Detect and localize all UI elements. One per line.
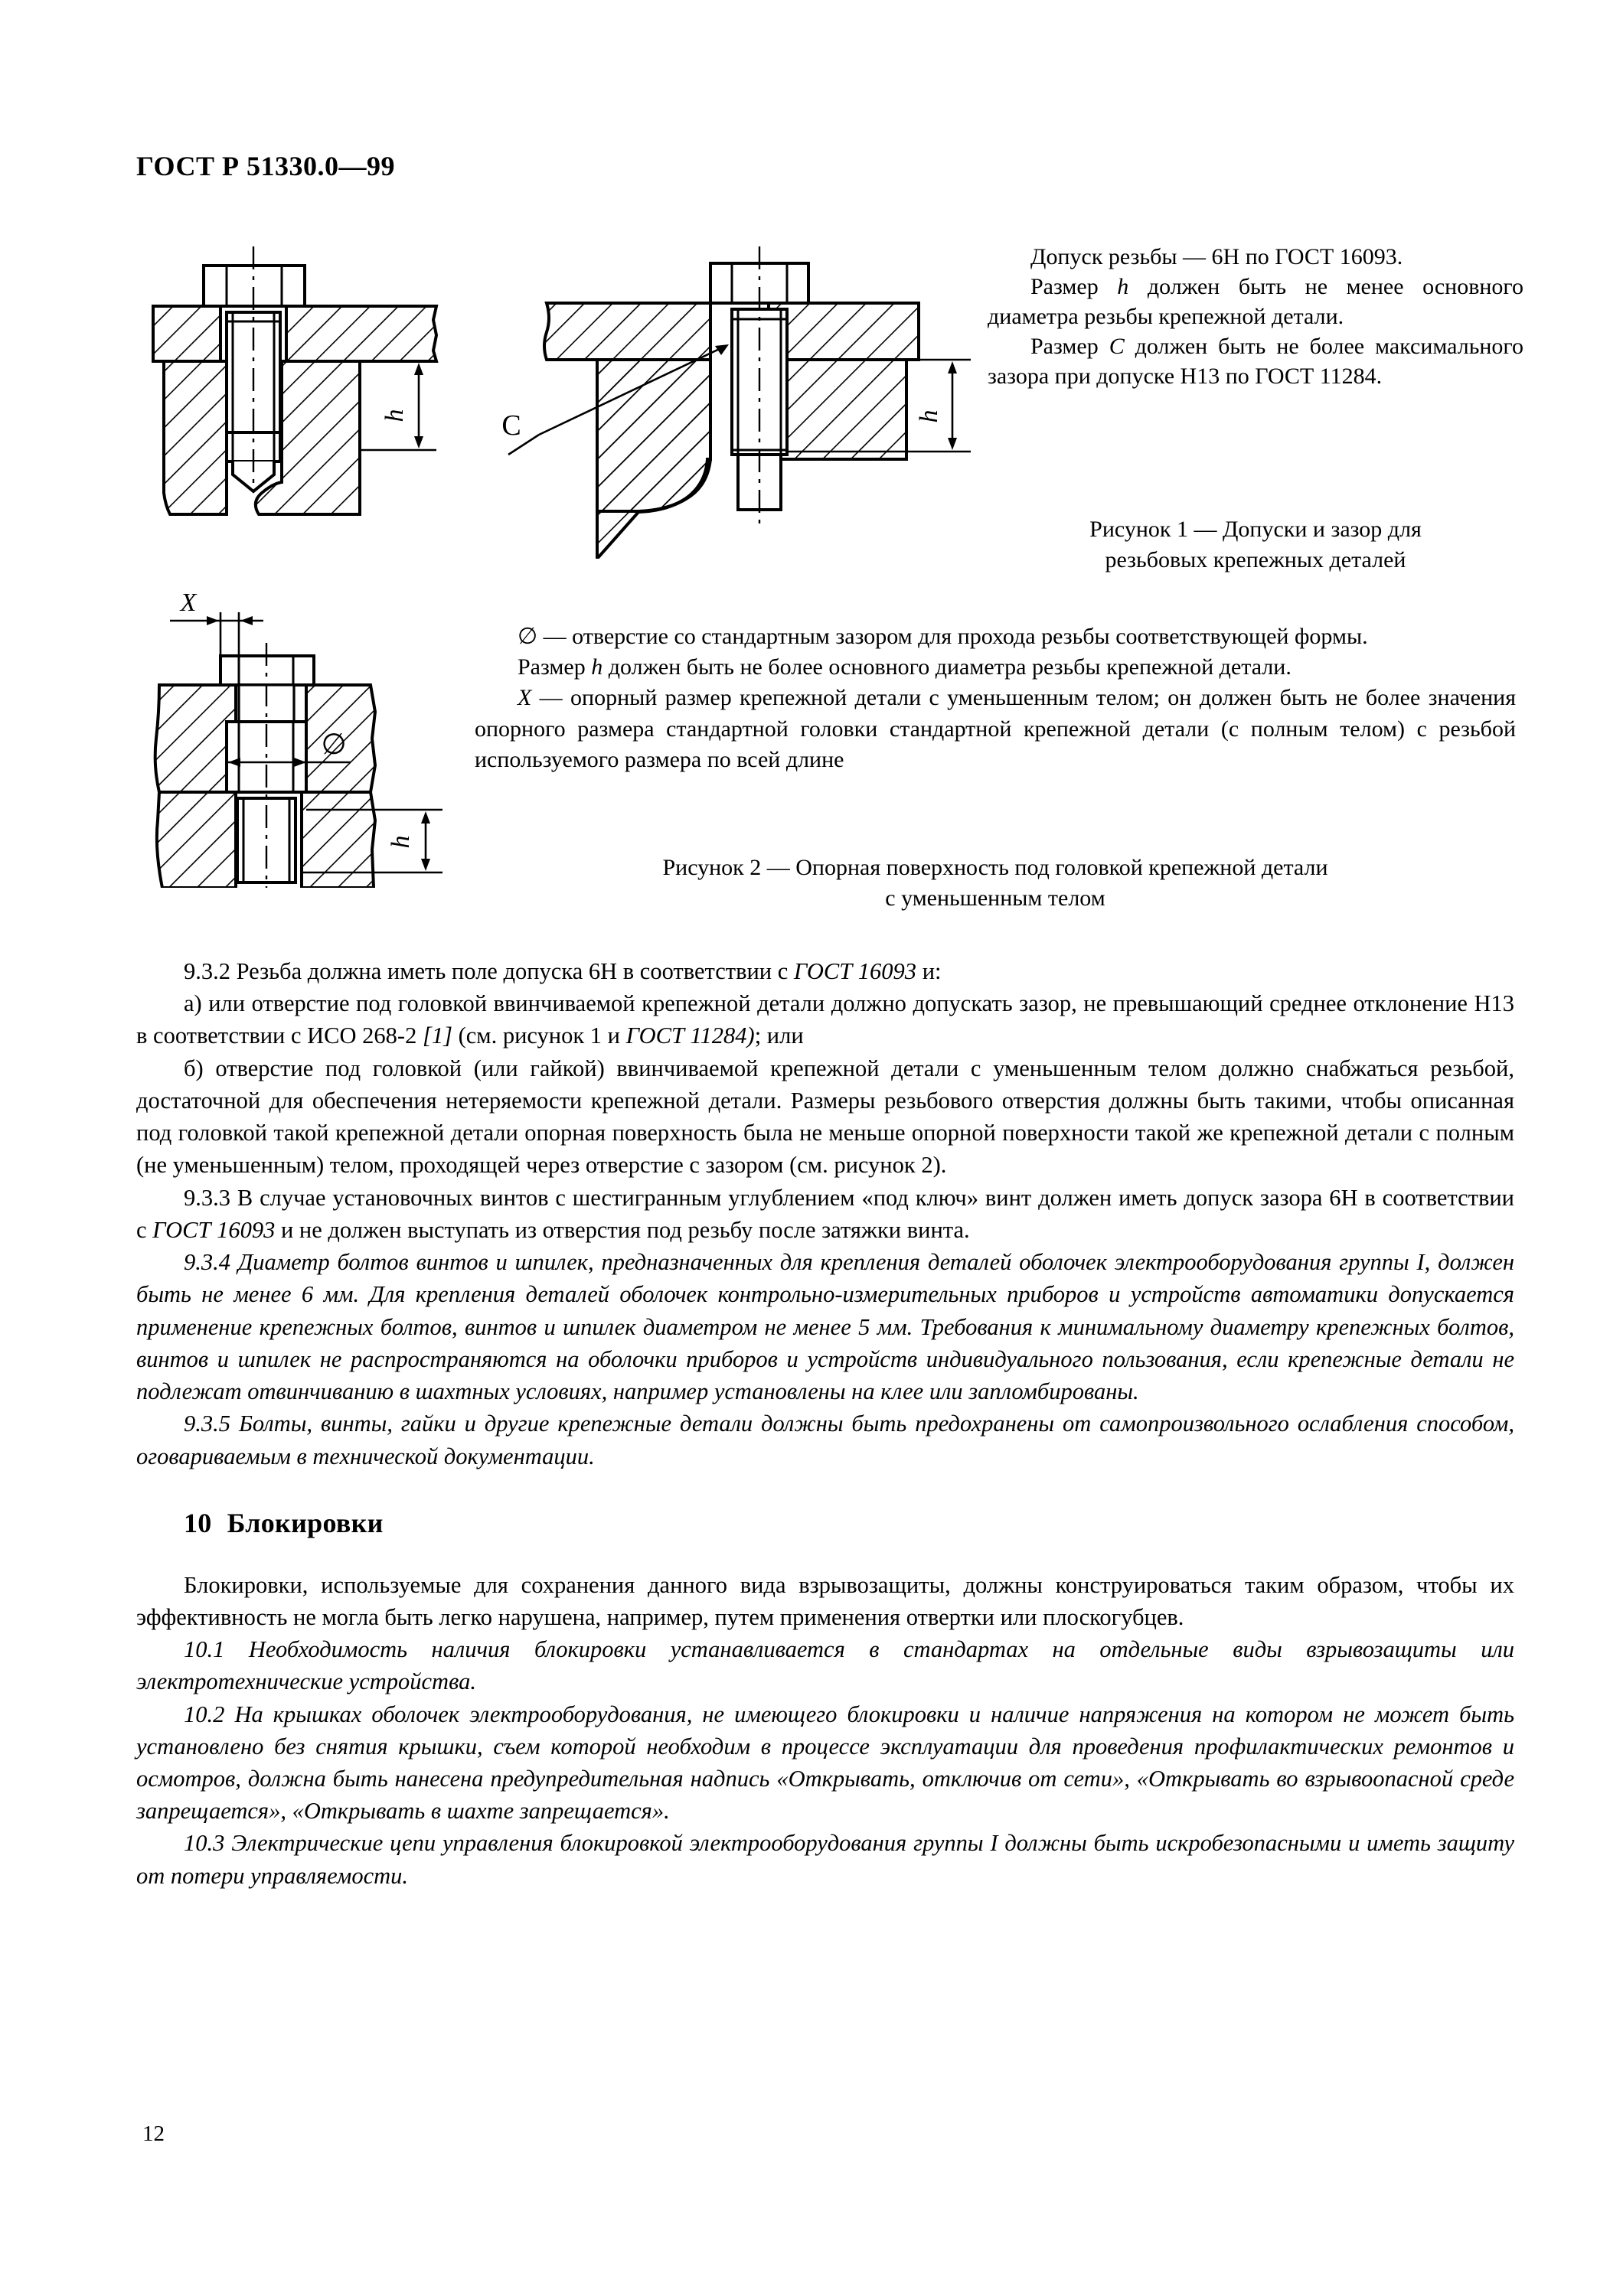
p932-text-b: и: [916, 958, 942, 984]
figure-2-label-x: X [180, 589, 197, 617]
document-standard-header: ГОСТ Р 51330.0—99 [136, 151, 395, 181]
paragraph-item-a [136, 987, 1514, 1052]
figure-2-label-h: h [387, 835, 415, 849]
note-h-max-prefix: Размер [518, 654, 592, 680]
figure-1-left-drawing [136, 230, 481, 555]
p932-text-a: 9.3.2 Резьба должна иметь поле допуска 6Н в соответствии с [184, 958, 794, 984]
note-h-symbol: h [1117, 274, 1129, 299]
paragraph-9-3-4: 9.3.4 Диаметр болтов винтов и шпилек, предназначенных для крепления деталей оболочек электрооборудования группы I, должен быть не менее 6 мм. Для крепления деталей оболочек контрольно-измерительных приборов и устройств автоматики допускается применение крепежных болтов, винтов и шпилек диаметром не менее 5 мм. Требования к минимальному диаметру крепежных болтов, винтов и шпилек не распространяются на оболочки приборов и устройств индивидуального пользования, если крепежные детали не подлежат отвинчиванию в шахтных условиях, например установлены на клее или запломбированы. [136, 1249, 1514, 1405]
note-thread-tolerance: Допуск резьбы — 6Н по ГОСТ 16093. [1030, 244, 1403, 269]
figure-2-caption [475, 853, 1516, 914]
figure-1-caption-line-1: Рисунок 1 — Допуски и зазор для [1089, 517, 1422, 542]
paragraph-9-3-5: 9.3.5 Болты, винты, гайки и другие крепежные детали должны быть предохранены от самопроизвольного ослабления способом, оговариваемым в технической документации. [136, 1411, 1514, 1469]
document-body [136, 955, 1514, 1892]
section-10-number: 10 [184, 1507, 212, 1538]
paragraph-10-intro: Блокировки, используемые для сохранения данного вида взрывозащиты, должны конструироваться таким образом, чтобы их эффективность не могла быть легко нарушена, например, путем применения отвертки или плоскогубцев. [136, 1571, 1514, 1630]
figure-2-drawing [136, 582, 481, 888]
paragraph-9-3-3 [136, 1182, 1514, 1246]
item-a-citation: [1] [422, 1022, 452, 1049]
figure-1-caption-line-2: резьбовых крепежных деталей [1105, 546, 1406, 572]
note-h-max-suffix: должен быть не более основного диаметра резьбы крепежной детали. [603, 654, 1292, 680]
paragraph-item-b: б) отверстие под головкой (или гайкой) ввинчиваемой крепежной детали с уменьшенным телом должно снабжаться резьбой, достаточной для обеспечения нетеряемости крепежной детали. Размеры резьбового отверстия должны быть такими, чтобы описанная под головкой такой крепежной детали опорная поверхность была не меньше опорной поверхности такой же крепежной детали с полным (не уменьшенным) телом, проходящей через отверстие с зазором (см. рисунок 2). [136, 1055, 1514, 1179]
item-a-reference: ГОСТ 11284) [625, 1022, 755, 1049]
paragraph-10-3: 10.3 Электрические цепи управления блокировкой электрооборудования группы I должны быть искробезопасными и иметь защиту от потери управляемости. [136, 1830, 1514, 1889]
figure-1-caption [988, 514, 1523, 575]
note-c-symbol: C [1109, 334, 1125, 359]
figure-2-label-diameter: ∅ [321, 729, 347, 761]
note-h-suffix: должен быть не менее основного диаметра резьбы крепежной детали. [988, 274, 1523, 329]
figure-1-right-drawing [488, 230, 971, 559]
note-h-max-symbol: h [591, 654, 603, 680]
note-x-bearing [475, 683, 1516, 775]
paragraph-10-2: 10.2 На крышках оболочек электрооборудования, не имеющего блокировки и наличие напряжения на котором не может быть установлено без снятия крышки, съем которой необходим в процессе эксплуатации для проведения профилактических ремонтов и осмотров, должна быть нанесена предупредительная надпись «Открывать, отключив от сети», «Открывать во взрывоопасной среде запрещается», «Открывать в шахте запрещается». [136, 1701, 1514, 1825]
section-heading-10 [136, 1505, 1514, 1543]
figure-2-caption-line-2: с уменьшенным телом [885, 885, 1105, 912]
p933-text-a: 9.3.3 В случае установочных винтов с шестигранным углублением «под ключ» винт должен иметь допуск зазора 6Н в соответствии с [136, 1184, 1514, 1243]
item-a-text-2: (см. рисунок 1 и [452, 1022, 626, 1049]
note-dimension-h [988, 272, 1523, 331]
item-a-text-3: ; или [754, 1022, 804, 1049]
p932-reference: ГОСТ 16093 [793, 958, 917, 984]
note-h-max [475, 652, 1516, 683]
page-number: 12 [142, 2122, 165, 2146]
note-dimension-c [988, 331, 1523, 391]
paragraph-10-1: 10.1 Необходимость наличия блокировки устанавливается в стандартах на отдельные виды взрывозащиты или электротехнические устройства. [136, 1636, 1514, 1695]
figure-2-notes [475, 621, 1516, 775]
note-x-text: — опорный размер крепежной детали с уменьшенным телом; он должен быть не более значения опорного размера стандартной головки стандартной крепежной детали (с полным телом) с резьбой используемого размера по всей длине [475, 685, 1516, 772]
figure-1-label-h: h [380, 409, 409, 422]
p933-reference: ГОСТ 16093 [152, 1216, 276, 1243]
figure-2-caption-line-1: Рисунок 2 — Опорная поверхность под головкой крепежной детали [662, 855, 1328, 880]
section-10-title: Блокировки [227, 1507, 384, 1538]
note-diameter-hole: ∅ — отверстие со стандартным зазором для прохода резьбы соответствующей формы. [518, 624, 1368, 649]
note-c-suffix: должен быть не более максимального зазора при допуске Н13 по ГОСТ 11284. [988, 334, 1523, 389]
note-x-symbol: X [518, 685, 532, 711]
figure-1-label-c: C [501, 409, 521, 442]
note-h-prefix: Размер [1030, 274, 1118, 299]
figure-1-notes [988, 242, 1523, 391]
item-a-text-1: а) или отверстие под головкой ввинчиваемой крепежной детали должно допускать зазор, не превышающий среднее отклонение Н13 в соответствии с ИСО 268-2 [136, 990, 1514, 1049]
note-c-prefix: Размер [1030, 334, 1109, 359]
figure-1-right-label-h: h [915, 409, 943, 423]
paragraph-9-3-2 [136, 955, 1514, 987]
p933-text-b: и не должен выступать из отверстия под резьбу после затяжки винта. [275, 1216, 970, 1243]
figure-1-drawings [136, 230, 978, 559]
